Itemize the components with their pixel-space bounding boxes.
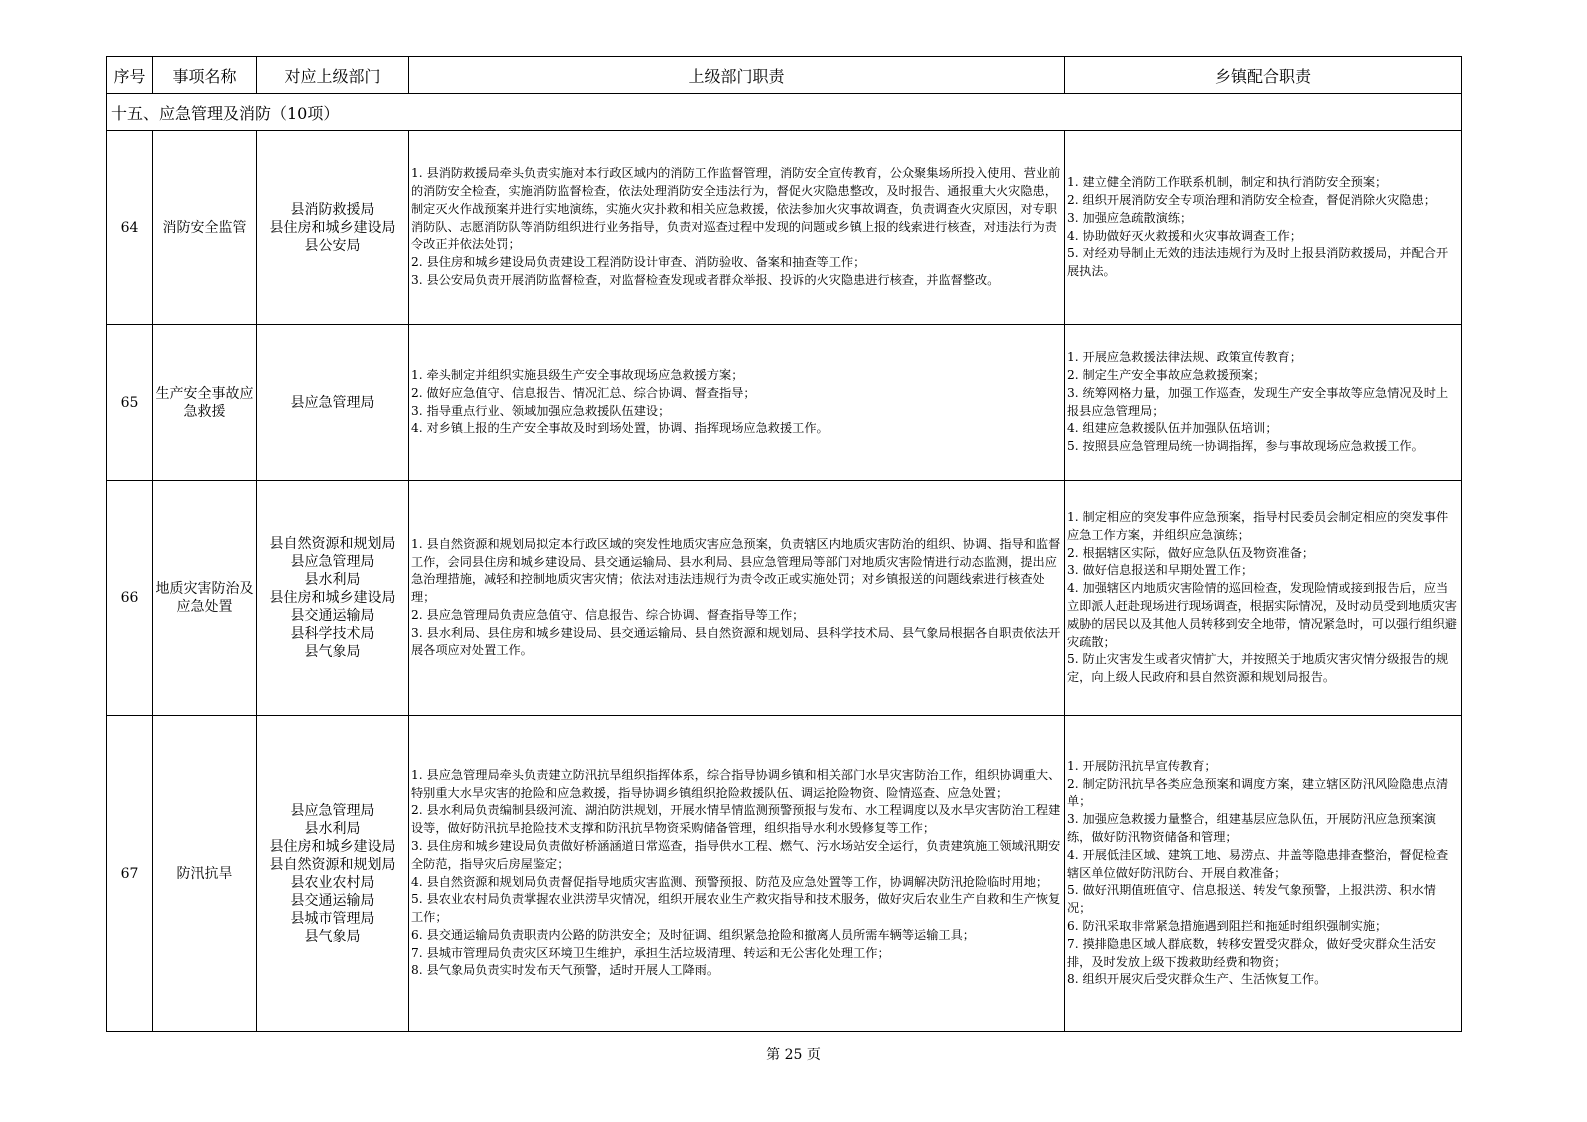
- item-name: 地质灾害防治及应急处置: [153, 481, 257, 716]
- upper-duty-cell: [409, 325, 1065, 481]
- dept-line: 县交通运输局: [290, 892, 375, 909]
- town-duty-cell: [1065, 481, 1462, 716]
- duty-line: 4. 开展低洼区域、建筑工地、易涝点、井盖等隐患排查整治，督促检查辖区单位做好防汛防台、开展自救准备；: [1067, 847, 1449, 880]
- table-row: [107, 131, 1462, 325]
- duty-line: 7. 县城市管理局负责灾区环境卫生维护，承担生活垃圾清理、转运和无公害化处理工作；: [411, 945, 890, 960]
- duty-line: 2. 制定防汛抗旱各类应急预案和调度方案，建立辖区防汛风险隐患点清单；: [1067, 776, 1449, 809]
- table-row: [107, 325, 1462, 481]
- table-row: [107, 481, 1462, 716]
- upper-duty-cell: [409, 131, 1065, 325]
- duty-line: 1. 开展应急救援法律法规、政策宣传教育；: [1067, 350, 1302, 365]
- dept-line: 县住房和城乡建设局: [269, 838, 396, 855]
- section-title: 十五、应急管理及消防（10项）: [107, 94, 1462, 131]
- page-number: 第 25 页: [766, 1047, 821, 1063]
- dept-line: 县自然资源和规划局: [269, 536, 396, 552]
- header-upper-duty: 上级部门职责: [409, 57, 1065, 94]
- duty-line: 2. 县水利局负责编制县级河流、湖泊防洪规划，开展水情旱情监测预警预报与发布、水工程调度以及水旱灾害防治工程建设等，做好防汛抗旱抢险技术支撑和防汛抗旱物资采购储备管理，组织指导水利水毁修复等工作；: [411, 803, 1061, 836]
- dept-line: 县城市管理局: [290, 910, 375, 927]
- duty-line: 7. 摸排隐患区域人群底数，转移安置受灾群众，做好受灾群众生活安排，及时发放上级下拨救助经费和物资；: [1067, 936, 1436, 969]
- dept-cell: [257, 325, 409, 481]
- row-number: 65: [107, 325, 153, 481]
- duty-line: 1. 开展防汛抗旱宣传教育；: [1067, 758, 1217, 773]
- duty-line: 1. 建立健全消防工作联系机制，制定和执行消防安全预案；: [1067, 175, 1388, 190]
- town-duty-cell: [1065, 716, 1462, 1032]
- duty-line: 4. 加强辖区内地质灾害险情的巡回检查，发现险情或接到报告后，应当立即派人赶赴现场进行现场调查，根据实际情况，及时动员受到地质灾害威胁的居民以及其他人员转移到安全地带，情况紧急时，可以强行组织避灾疏散；: [1067, 581, 1457, 649]
- dept-line: 县住房和城乡建设局: [269, 219, 396, 236]
- duty-line: 8. 组织开展灾后受灾群众生产、生活恢复工作。: [1067, 972, 1327, 987]
- item-name: 生产安全事故应急救援: [153, 325, 257, 481]
- duty-line: 2. 组织开展消防安全专项治理和消防安全检查，督促消除火灾隐患；: [1067, 192, 1436, 207]
- duty-line: 3. 做好信息报送和早期处置工作；: [1067, 563, 1254, 578]
- duty-line: 3. 县公安局负责开展消防监督检查，对监督检查发现或者群众举报、投诉的火灾隐患进行核查，并监督整改。: [411, 272, 1000, 287]
- dept-cell: [257, 131, 409, 325]
- duty-line: 3. 县住房和城乡建设局负责做好桥涵涵道日常巡查，指导供水工程、燃气、污水场站安全运行，负责建筑施工领域汛期安全防范，指导灾后房屋鉴定；: [411, 838, 1061, 871]
- duty-line: 5. 对经劝导制止无效的违法违规行为及时上报县消防救援局，并配合开展执法。: [1067, 246, 1449, 279]
- upper-duty-cell: [409, 481, 1065, 716]
- duty-line: 2. 县住房和城乡建设局负责建设工程消防设计审查、消防验收、备案和抽查等工作；: [411, 255, 866, 270]
- town-duty-cell: [1065, 131, 1462, 325]
- header-row: [107, 57, 1462, 94]
- dept-line: 县水利局: [304, 820, 361, 837]
- dept-line: 县农业农村局: [290, 874, 375, 891]
- table-row: [107, 716, 1462, 1032]
- row-number: 66: [107, 481, 153, 716]
- duty-table: [106, 56, 1462, 1032]
- duty-line: 8. 县气象局负责实时发布天气预警，适时开展人工降雨。: [411, 963, 720, 978]
- header-name: 事项名称: [153, 57, 257, 94]
- header-seq: 序号: [107, 57, 153, 94]
- duty-line: 1. 牵头制定并组织实施县级生产安全事故现场应急救援方案；: [411, 367, 744, 382]
- duty-line: 3. 加强应急救援力量整合，组建基层应急队伍，开展防汛应急预案演练，做好防汛物资储备和管理；: [1067, 812, 1436, 844]
- duty-line: 4. 县自然资源和规划局负责督促指导地质灾害监测、预警预报、防范及应急处置等工作，协调解决防汛抢险临时用地；: [411, 874, 1049, 889]
- duty-line: 3. 统筹网格力量，加强工作巡查，发现生产安全事故等应急情况及时上报县应急管理局；: [1067, 385, 1449, 418]
- duty-line: 2. 做好应急值守、信息报告、情况汇总、综合协调、督查指导；: [411, 385, 756, 400]
- dept-line: 县交通运输局: [290, 608, 375, 624]
- dept-line: 县应急管理局: [290, 554, 375, 570]
- dept-line: 县消防救援局: [290, 201, 375, 218]
- item-name: 防汛抗旱: [153, 716, 257, 1032]
- duty-line: 5. 按照县应急管理局统一协调指挥，参与事故现场应急救援工作。: [1067, 439, 1424, 454]
- dept-cell: [257, 481, 409, 716]
- duty-line: 4. 协助做好灭火救援和火灾事故调查工作；: [1067, 228, 1302, 243]
- row-number: 67: [107, 716, 153, 1032]
- duty-line: 6. 县交通运输局负责职责内公路的防洪安全；及时征调、组织紧急抢险和撤离人员所需车辆等运输工具；: [411, 927, 975, 942]
- item-name: 消防安全监管: [153, 131, 257, 325]
- dept-line: 县气象局: [304, 644, 361, 660]
- row-number: 64: [107, 131, 153, 325]
- duty-line: 3. 加强应急疏散演练；: [1067, 210, 1193, 225]
- header-town-duty: 乡镇配合职责: [1065, 57, 1462, 94]
- duty-line: 5. 县农业农村局负责掌握农业洪涝旱灾情况，组织开展农业生产救灾指导和技术服务，做好灾后农业生产自救和生产恢复工作；: [411, 892, 1061, 925]
- dept-line: 县水利局: [304, 572, 361, 588]
- upper-duty-cell: [409, 716, 1065, 1032]
- duty-line: 4. 组建应急救援队伍并加强队伍培训；: [1067, 421, 1278, 436]
- duty-line: 1. 制定相应的突发事件应急预案，指导村民委员会制定相应的突发事件应急工作方案，并组织应急演练；: [1067, 510, 1449, 542]
- duty-line: 2. 根据辖区实际，做好应急队伍及物资准备；: [1067, 545, 1315, 560]
- duty-line: 3. 指导重点行业、领域加强应急救援队伍建设；: [411, 403, 671, 418]
- dept-line: 县应急管理局: [290, 802, 375, 819]
- dept-line: 县应急管理局: [290, 394, 375, 411]
- dept-cell: [257, 716, 409, 1032]
- duty-line: 1. 县消防救援局牵头负责实施对本行政区域内的消防工作监督管理，消防安全宣传教育，公众聚集场所投入使用、营业前的消防安全检查，实施消防监督检查，依法处理消防安全违法行为，督促火灾隐患整改，及时报告、通报重大火灾隐患，制定灭火作战预案并进行实地演练，实施火灾扑救和相关应急救援，依法参加火灾事故调查，负责调查火灾原因，对专职消防队、志愿消防队等消防组织进行业务指导，负责对巡查过程中发现的问题或乡镇上报的线索进行核查，对违法行为责令改正并依法处罚；: [411, 166, 1061, 252]
- dept-line: 县科学技术局: [290, 626, 375, 642]
- duty-line: 6. 防汛采取非常紧急措施遇到阻拦和拖延时组织强制实施；: [1067, 918, 1388, 933]
- duty-line: 1. 县应急管理局牵头负责建立防汛抗旱组织指挥体系，综合指导协调乡镇和相关部门水旱灾害防治工作，组织协调重大、特别重大水旱灾害的抢险和应急救援，指导协调乡镇组织抢险救援队伍、调运抢险物资、险情巡查、应急处置；: [411, 767, 1061, 800]
- dept-line: 县住房和城乡建设局: [269, 590, 396, 606]
- dept-line: 县气象局: [304, 928, 361, 945]
- duty-line: 5. 做好汛期值班值守、信息报送、转发气象预警，上报洪涝、积水情况；: [1067, 883, 1436, 916]
- dept-line: 县公安局: [304, 237, 361, 254]
- duty-line: 5. 防止灾害发生或者灾情扩大，并按照关于地质灾害灾情分级报告的规定，向上级人民政府和县自然资源和规划局报告。: [1067, 652, 1449, 685]
- dept-line: 县自然资源和规划局: [269, 856, 396, 873]
- header-dept: 对应上级部门: [257, 57, 409, 94]
- duty-line: 3. 县水利局、县住房和城乡建设局、县交通运输局、县自然资源和规划局、县科学技术局、县气象局根据各自职责依法开展各项应对处置工作。: [411, 625, 1061, 658]
- section-row: [107, 94, 1462, 131]
- duty-line: 4. 对乡镇上报的生产安全事故及时到场处置，协调、指挥现场应急救援工作。: [411, 421, 829, 436]
- town-duty-cell: [1065, 325, 1462, 481]
- duty-line: 1. 县自然资源和规划局拟定本行政区域的突发性地质灾害应急预案，负责辖区内地质灾害防治的组织、协调、指导和监督工作，会同县住房和城乡建设局、县交通运输局、县水利局、县应急管理局等部门对地质灾害险情进行动态监测，提出应急治理措施，减轻和控制地质灾害灾情；依法对违法违规行为责令改正或实施处罚；对乡镇报送的问题线索进行核查处理；: [411, 536, 1061, 605]
- duty-line: 2. 县应急管理局负责应急值守、信息报告、综合协调、督查指导等工作；: [411, 607, 805, 622]
- duty-line: 2. 制定生产安全事故应急救援预案；: [1067, 367, 1266, 382]
